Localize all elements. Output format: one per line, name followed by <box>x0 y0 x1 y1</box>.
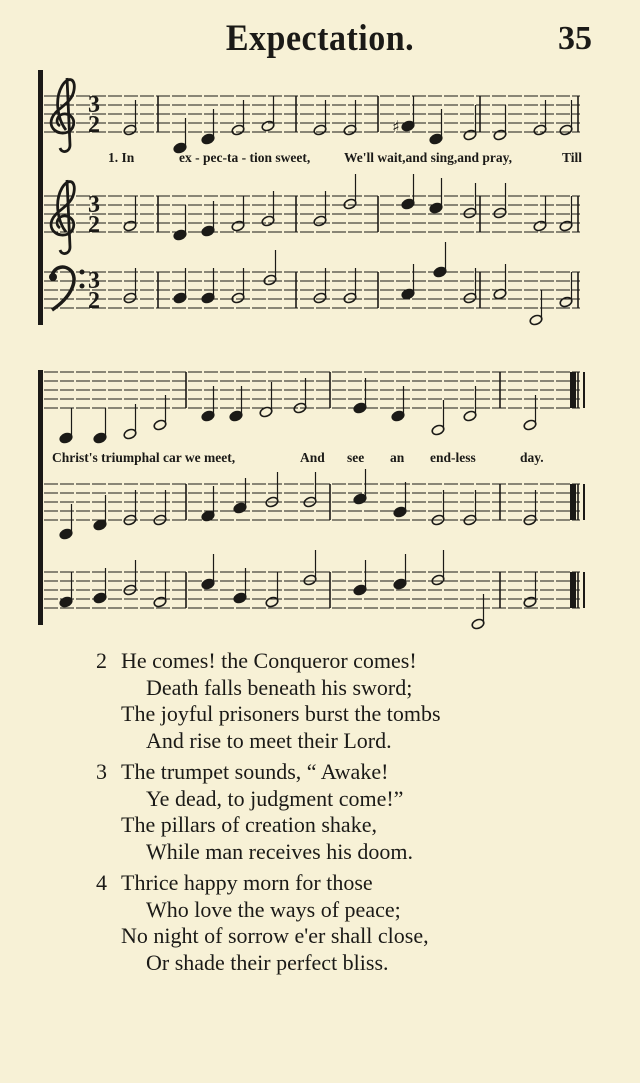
lyric-syllable: We'll wait,and sing,and pray, <box>344 150 513 165</box>
system-bracket <box>38 370 43 625</box>
verse-line: While man receives his doom. <box>146 838 413 864</box>
verse-line: And rise to meet their Lord. <box>146 727 392 753</box>
stanza-2 <box>0 648 640 754</box>
verse-line: The joyful prisoners burst the tombs <box>121 701 441 726</box>
time-signature-bottom: 2 <box>88 112 100 138</box>
time-signature-bottom: 2 <box>88 288 100 314</box>
verses <box>0 648 640 981</box>
stanza-4 <box>0 870 640 976</box>
stanza-3 <box>0 759 640 865</box>
verse-line: The pillars of creation shake, <box>121 812 377 837</box>
final-bar-line <box>570 572 576 608</box>
treble-clef-icon <box>51 180 74 254</box>
time-signature-top: 3 <box>88 268 100 294</box>
verse-line: 2 He comes! the Conqueror comes! <box>96 648 417 673</box>
bass-clef-icon <box>49 267 85 310</box>
lyric-syllable: 1. In <box>108 150 135 165</box>
lyric-syllable: see <box>347 450 365 465</box>
verse-line: Or shade their perfect bliss. <box>146 949 389 975</box>
lyric-syllable: an <box>390 450 405 465</box>
lyric-syllable: Christ's triumphal car we meet, <box>52 450 236 465</box>
system-bracket <box>38 70 43 325</box>
verse-line: 4 Thrice happy morn for those <box>96 870 373 895</box>
page-number: 35 <box>558 20 592 57</box>
verse-line: No night of sorrow e'er shall close, <box>121 923 429 948</box>
time-signature-top: 3 <box>88 192 100 218</box>
time-signature-bottom: 2 <box>88 212 100 238</box>
lyric-syllable: ex - pec-ta - tion sweet, <box>179 150 311 165</box>
hymn-title: Expectation. <box>225 18 415 59</box>
verse-number: 2 <box>96 648 107 673</box>
music-system-1 <box>38 70 583 326</box>
lyric-syllable: Till <box>562 150 583 165</box>
final-bar-line <box>570 372 576 408</box>
music-system-2 <box>38 370 584 630</box>
treble-clef-icon <box>51 78 74 152</box>
verse-number: 4 <box>96 870 107 895</box>
verse-line: Who love the ways of peace; <box>146 896 401 922</box>
lyric-syllable: And <box>300 450 325 465</box>
lyric-syllable: end-less <box>430 450 476 465</box>
clefs <box>49 78 85 310</box>
lyric-syllable: day. <box>520 450 544 465</box>
final-bar-line <box>570 484 576 520</box>
verse-line: Ye dead, to judgment come!” <box>146 785 404 811</box>
time-signature-top: 3 <box>88 92 100 118</box>
verse-line: 3 The trumpet sounds, “ Awake! <box>96 759 389 784</box>
sharp-sign: ♯ <box>392 117 400 136</box>
verse-line: Death falls beneath his sword; <box>146 674 413 700</box>
time-signatures <box>88 92 100 314</box>
verse-number: 3 <box>96 759 107 784</box>
